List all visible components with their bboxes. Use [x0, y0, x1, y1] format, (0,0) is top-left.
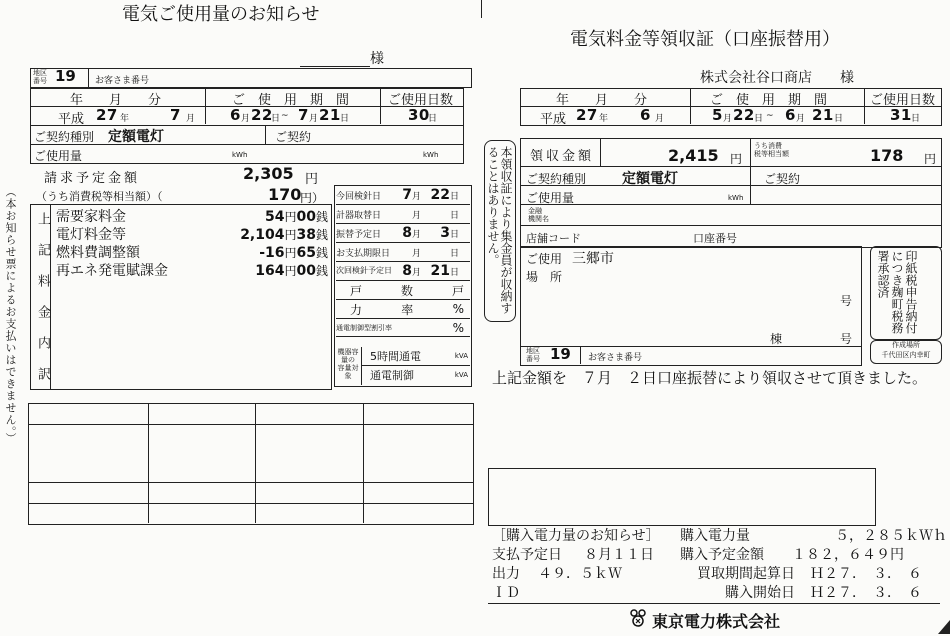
breakdown-amount [240, 224, 328, 242]
right-contract-label: ご契約 [764, 172, 801, 186]
date-row-day-unit: 日 [450, 267, 460, 278]
right-period-from-d: 22 [733, 106, 755, 124]
right-period-to-d: 21 [812, 106, 834, 124]
left-contract-type-label: ご契約種別 [34, 130, 95, 144]
left-month: 7 [170, 106, 181, 124]
right-receipt-yen: 円 [730, 152, 743, 166]
date-row [336, 186, 470, 205]
right-period-day-unit-1: 日 [754, 114, 764, 124]
breakdown-amount [259, 242, 328, 260]
left-vertical-notice: （本お知らせ票によるお支払いはできません。） [4, 186, 17, 445]
breakdown-row [56, 242, 328, 260]
breakdown-name: 再エネ発電賦課金 [56, 263, 168, 279]
purchase-l-label: 出力 [492, 566, 520, 582]
right-receipt-label: 領収金額 [530, 149, 595, 164]
date-row-label: 今回検針日 [336, 191, 382, 202]
left-period-day-unit-2: 日 [340, 114, 350, 124]
purchase-row-1 [492, 546, 947, 565]
purchase-l-label: 支払予定日 [492, 547, 562, 563]
eq2-label: 通電制御 [370, 369, 414, 382]
left-period-to-d: 21 [319, 106, 341, 124]
purchase-l-label: ＩＤ [492, 585, 520, 601]
grid-v2 [255, 403, 256, 523]
left-hdr-days: ご使用日数 [388, 93, 454, 108]
right-usage-label: ご使用量 [526, 191, 575, 205]
right-kwh: kWh [728, 194, 744, 202]
right-tax-small: うち消費 税等相当額 [754, 142, 789, 158]
right-month-unit: 月 [655, 114, 665, 124]
breakdown-row [56, 224, 328, 242]
purchase-r-label: 購入開始日 [725, 585, 795, 601]
date-row-month-unit: 月 [412, 191, 422, 202]
footer-rule [488, 603, 940, 604]
breakdown-yen-unit: 円 [284, 228, 297, 242]
date-row-month: 8 [402, 263, 412, 279]
left-billing-label: 請求予定金額 [44, 171, 141, 186]
breakdown-yen: 54 [265, 209, 285, 225]
right-year: 27 [576, 106, 598, 124]
right-tax-yen: 円 [924, 152, 937, 166]
right-contract-type-label: ご契約種別 [526, 172, 587, 186]
date-row-month-unit: 月 [412, 267, 422, 278]
left-period-month-unit-1: 月 [241, 114, 251, 124]
right-honorific: 様 [840, 70, 854, 86]
purchase-l-value: ８月１１日 [584, 547, 654, 563]
left-dates-list [336, 186, 470, 337]
left-day-unit: 日 [428, 114, 438, 124]
right-company: 株式会社谷口商店 [700, 70, 812, 86]
right-contract-type: 定額電灯 [622, 171, 678, 187]
right-tax-sep [750, 138, 751, 167]
power-rate-mid: 率 [401, 302, 414, 317]
breakdown-yen-unit: 円 [284, 246, 297, 260]
left-billing-yen: 円 [305, 172, 319, 187]
right-place-label: ご使用 場 所 [526, 252, 563, 284]
purchase-r-label: 購入電力量 [680, 528, 750, 544]
breakdown-yen-unit: 円 [284, 210, 297, 224]
purchase-r-value: １８２，６４９円 [792, 547, 904, 563]
date-row [336, 243, 470, 262]
right-receipt-amount: 2,415 [668, 146, 719, 165]
left-district-sep [88, 68, 89, 87]
door-label: 戸 [350, 283, 363, 298]
left-blank-grid [28, 403, 474, 525]
eq1-unit: kVA [454, 352, 468, 360]
breakdown-sen: 00 [296, 263, 316, 279]
purchase-r-value: Ｈ２７． ３． ６ [810, 566, 922, 582]
left-honorific: 様 [370, 51, 384, 67]
right-district-row [520, 346, 861, 347]
breakdown-sen: 00 [296, 209, 316, 225]
breakdown-sen-unit: 銭 [315, 228, 328, 242]
date-row-label: お支払期限日 [336, 248, 391, 259]
issuer: 千代田区内幸町 [881, 351, 931, 359]
right-period-to-m: 6 [785, 106, 796, 124]
breakdown-yen: 164 [255, 263, 285, 279]
left-hdr-ym: 年 月 分 [70, 93, 162, 108]
purchase-row-2 [492, 565, 947, 584]
breakdown-row [56, 260, 328, 278]
date-row-month: 7 [402, 187, 412, 203]
left-district-no: 19 [55, 67, 76, 85]
date-row-day: 21 [430, 263, 450, 279]
grid-v1 [148, 403, 149, 523]
corner-mark-icon [938, 620, 950, 634]
tax-stamp-text: 印紙税申告納付につき麹町税務署承認済 [876, 250, 918, 334]
eq2-unit: kVA [454, 371, 468, 379]
breakdown-yen-unit: 円 [284, 264, 297, 278]
left-usage-label: ご使用量 [34, 149, 83, 163]
breakdown-name: 需要家料金 [56, 209, 126, 225]
left-kwh1: kWh [232, 151, 248, 159]
reduction-pct: % [452, 320, 464, 335]
transfer-message: 上記金額を ７月 ２日口座振替により領収させて頂きました。 [492, 369, 928, 387]
left-period-to-m: 7 [298, 106, 309, 124]
breakdown-amount [265, 206, 328, 224]
reduction-row [336, 319, 470, 337]
footer-company: 東京電力株式会社 [652, 612, 781, 631]
tepco-logo-icon [628, 608, 648, 628]
right-period-month-unit-1: 月 [723, 114, 733, 124]
left-period-tilde: ~ [281, 111, 289, 121]
purchase-row-0 [492, 527, 947, 546]
purchase-info [492, 527, 947, 603]
breakdown-row [56, 206, 328, 224]
reduction-label: 通電制御型割引率 [336, 323, 392, 332]
purchase-r-value: ５，２８５ｋＷｈ [835, 528, 947, 544]
left-title: 電気ご使用量のお知らせ [122, 4, 320, 25]
date-row-day: 3 [440, 225, 450, 241]
breakdown-sen-unit: 銭 [315, 246, 328, 260]
right-title: 電気料金等領収証（口座振替用） [570, 29, 840, 50]
grid-h2 [28, 482, 473, 483]
purchase-l-value: ４９．５ｋＷ [538, 566, 622, 582]
power-rate-row [336, 300, 470, 319]
power-rate-label: 力 [350, 302, 363, 317]
equipment-row-2 [362, 366, 470, 384]
right-go2: 号 [840, 332, 853, 346]
tepco-logo-svg [628, 608, 648, 628]
right-receipt-sep [600, 138, 601, 167]
right-tou: 棟 [770, 332, 783, 346]
right-period-month-unit-2: 月 [796, 114, 806, 124]
purchase-r-label: 買取期間起算日 [697, 566, 795, 582]
right-account-label: 口座番号 [693, 232, 737, 245]
grid-v3 [363, 403, 364, 523]
date-row-label: 振替予定日 [336, 229, 382, 240]
date-row-month-unit: 月 [412, 248, 422, 259]
grid-h1 [28, 424, 473, 425]
name-underline [300, 66, 370, 67]
right-period-day-unit-2: 日 [834, 114, 844, 124]
right-blank-box [488, 468, 876, 526]
door-mid: 数 [400, 283, 413, 298]
left-contract-sep [265, 125, 266, 144]
left-tax-amount: 170 [268, 185, 302, 204]
grid-h3 [28, 503, 473, 504]
right-side-note: 本領収証により集金員が収納することはありません。 [486, 146, 513, 314]
right-year-unit: 年 [599, 114, 609, 124]
left-period-month-unit-2: 月 [309, 114, 319, 124]
right-hdr-ym: 年 月 分 [556, 93, 648, 108]
right-branch-label: 店舗コード [526, 232, 581, 245]
right-day-unit: 日 [911, 114, 921, 124]
left-days: 30 [408, 106, 430, 124]
breakdown-name: 燃料費調整額 [56, 245, 140, 261]
purchase-row-3 [492, 584, 947, 603]
right-usage-sep [750, 186, 751, 205]
right-hdr-days: ご使用日数 [870, 93, 936, 108]
date-row-day-unit: 日 [450, 191, 460, 202]
left-tax-label: （うち消費税等相当額）（ [36, 190, 163, 203]
left-contract-type: 定額電灯 [108, 129, 164, 145]
right-bank-label: 金融 機関名 [528, 207, 549, 223]
left-kwh2: kWh [423, 151, 439, 159]
right-district-no: 19 [550, 345, 571, 363]
right-era: 平成 [540, 112, 567, 127]
right-district-label: 地区 番号 [526, 347, 540, 363]
purchase-r-label: 購入予定金額 [680, 547, 764, 563]
eq1-label: 5時間通電 [370, 350, 421, 363]
equipment-side-label: 機器容量の 容量対象 [337, 348, 359, 380]
date-row-month-unit: 月 [412, 210, 422, 221]
right-tax-amount: 178 [870, 146, 904, 165]
date-row-month: 8 [402, 225, 412, 241]
breakdown-sen-unit: 銭 [315, 264, 328, 278]
door-row [336, 281, 470, 300]
breakdown-sen: 38 [296, 227, 316, 243]
left-customer-no-label: お客さま番号 [95, 76, 150, 86]
breakdown-yen: -16 [259, 245, 285, 261]
left-period-day-unit-1: 日 [271, 114, 281, 124]
left-era: 平成 [58, 112, 85, 127]
date-row-label: 計器取替日 [336, 210, 382, 221]
purchase-header: ［購入電力量のお知らせ］ [492, 528, 660, 544]
right-days: 31 [890, 106, 912, 124]
left-breakdown-list [56, 206, 328, 278]
right-customer-no-label: お客さま番号 [588, 353, 643, 363]
power-rate-pct: % [452, 302, 464, 316]
breakdown-sen: 65 [296, 245, 316, 261]
left-hdr-period: ご 使 用 期 間 [232, 93, 350, 108]
right-district-sep [580, 346, 581, 364]
left-year: 27 [96, 106, 118, 124]
vertical-divider-top [481, 0, 482, 18]
date-row-month-unit: 月 [412, 229, 422, 240]
right-go: 号 [840, 294, 853, 308]
left-contract-label: ご契約 [275, 130, 312, 144]
right-bank-row [520, 205, 941, 226]
equipment-row-1 [362, 347, 470, 366]
date-row-day: 22 [430, 187, 450, 203]
left-billing-amount: 2,305 [243, 164, 294, 183]
right-contract-sep [750, 167, 751, 186]
left-month-unit: 月 [186, 114, 196, 124]
right-period-from-m: 5 [712, 106, 723, 124]
breakdown-yen: 2,104 [240, 227, 285, 243]
breakdown-name: 電灯料金等 [56, 227, 126, 243]
left-breakdown-side-label: 上記料金内訳 [35, 212, 50, 398]
door-unit: 戸 [451, 283, 464, 298]
right-hdr-period: ご 使 用 期 間 [710, 93, 828, 108]
date-row-label: 次回検針予定日 [336, 266, 392, 275]
left-contract-row [30, 125, 464, 145]
issuer-label: 作成場所 [892, 341, 920, 349]
right-month: 6 [640, 106, 651, 124]
breakdown-amount [255, 260, 328, 278]
date-row [336, 205, 470, 224]
right-place: 三郷市 [572, 251, 614, 267]
date-row-day-unit: 日 [450, 229, 460, 240]
left-tax-close: 円） [300, 191, 325, 205]
date-row-day-unit: 日 [450, 248, 460, 259]
left-period-from-m: 6 [230, 106, 241, 124]
left-period-from-d: 22 [251, 106, 273, 124]
left-year-unit: 年 [120, 114, 130, 124]
date-row [336, 224, 470, 243]
date-row [336, 262, 470, 281]
right-period-tilde: ~ [766, 111, 774, 121]
breakdown-sen-unit: 銭 [315, 210, 328, 224]
purchase-r-value: Ｈ２７． ３． ６ [810, 585, 922, 601]
left-district-label: 地区 番号 [33, 69, 47, 85]
date-row-day-unit: 日 [450, 210, 460, 221]
